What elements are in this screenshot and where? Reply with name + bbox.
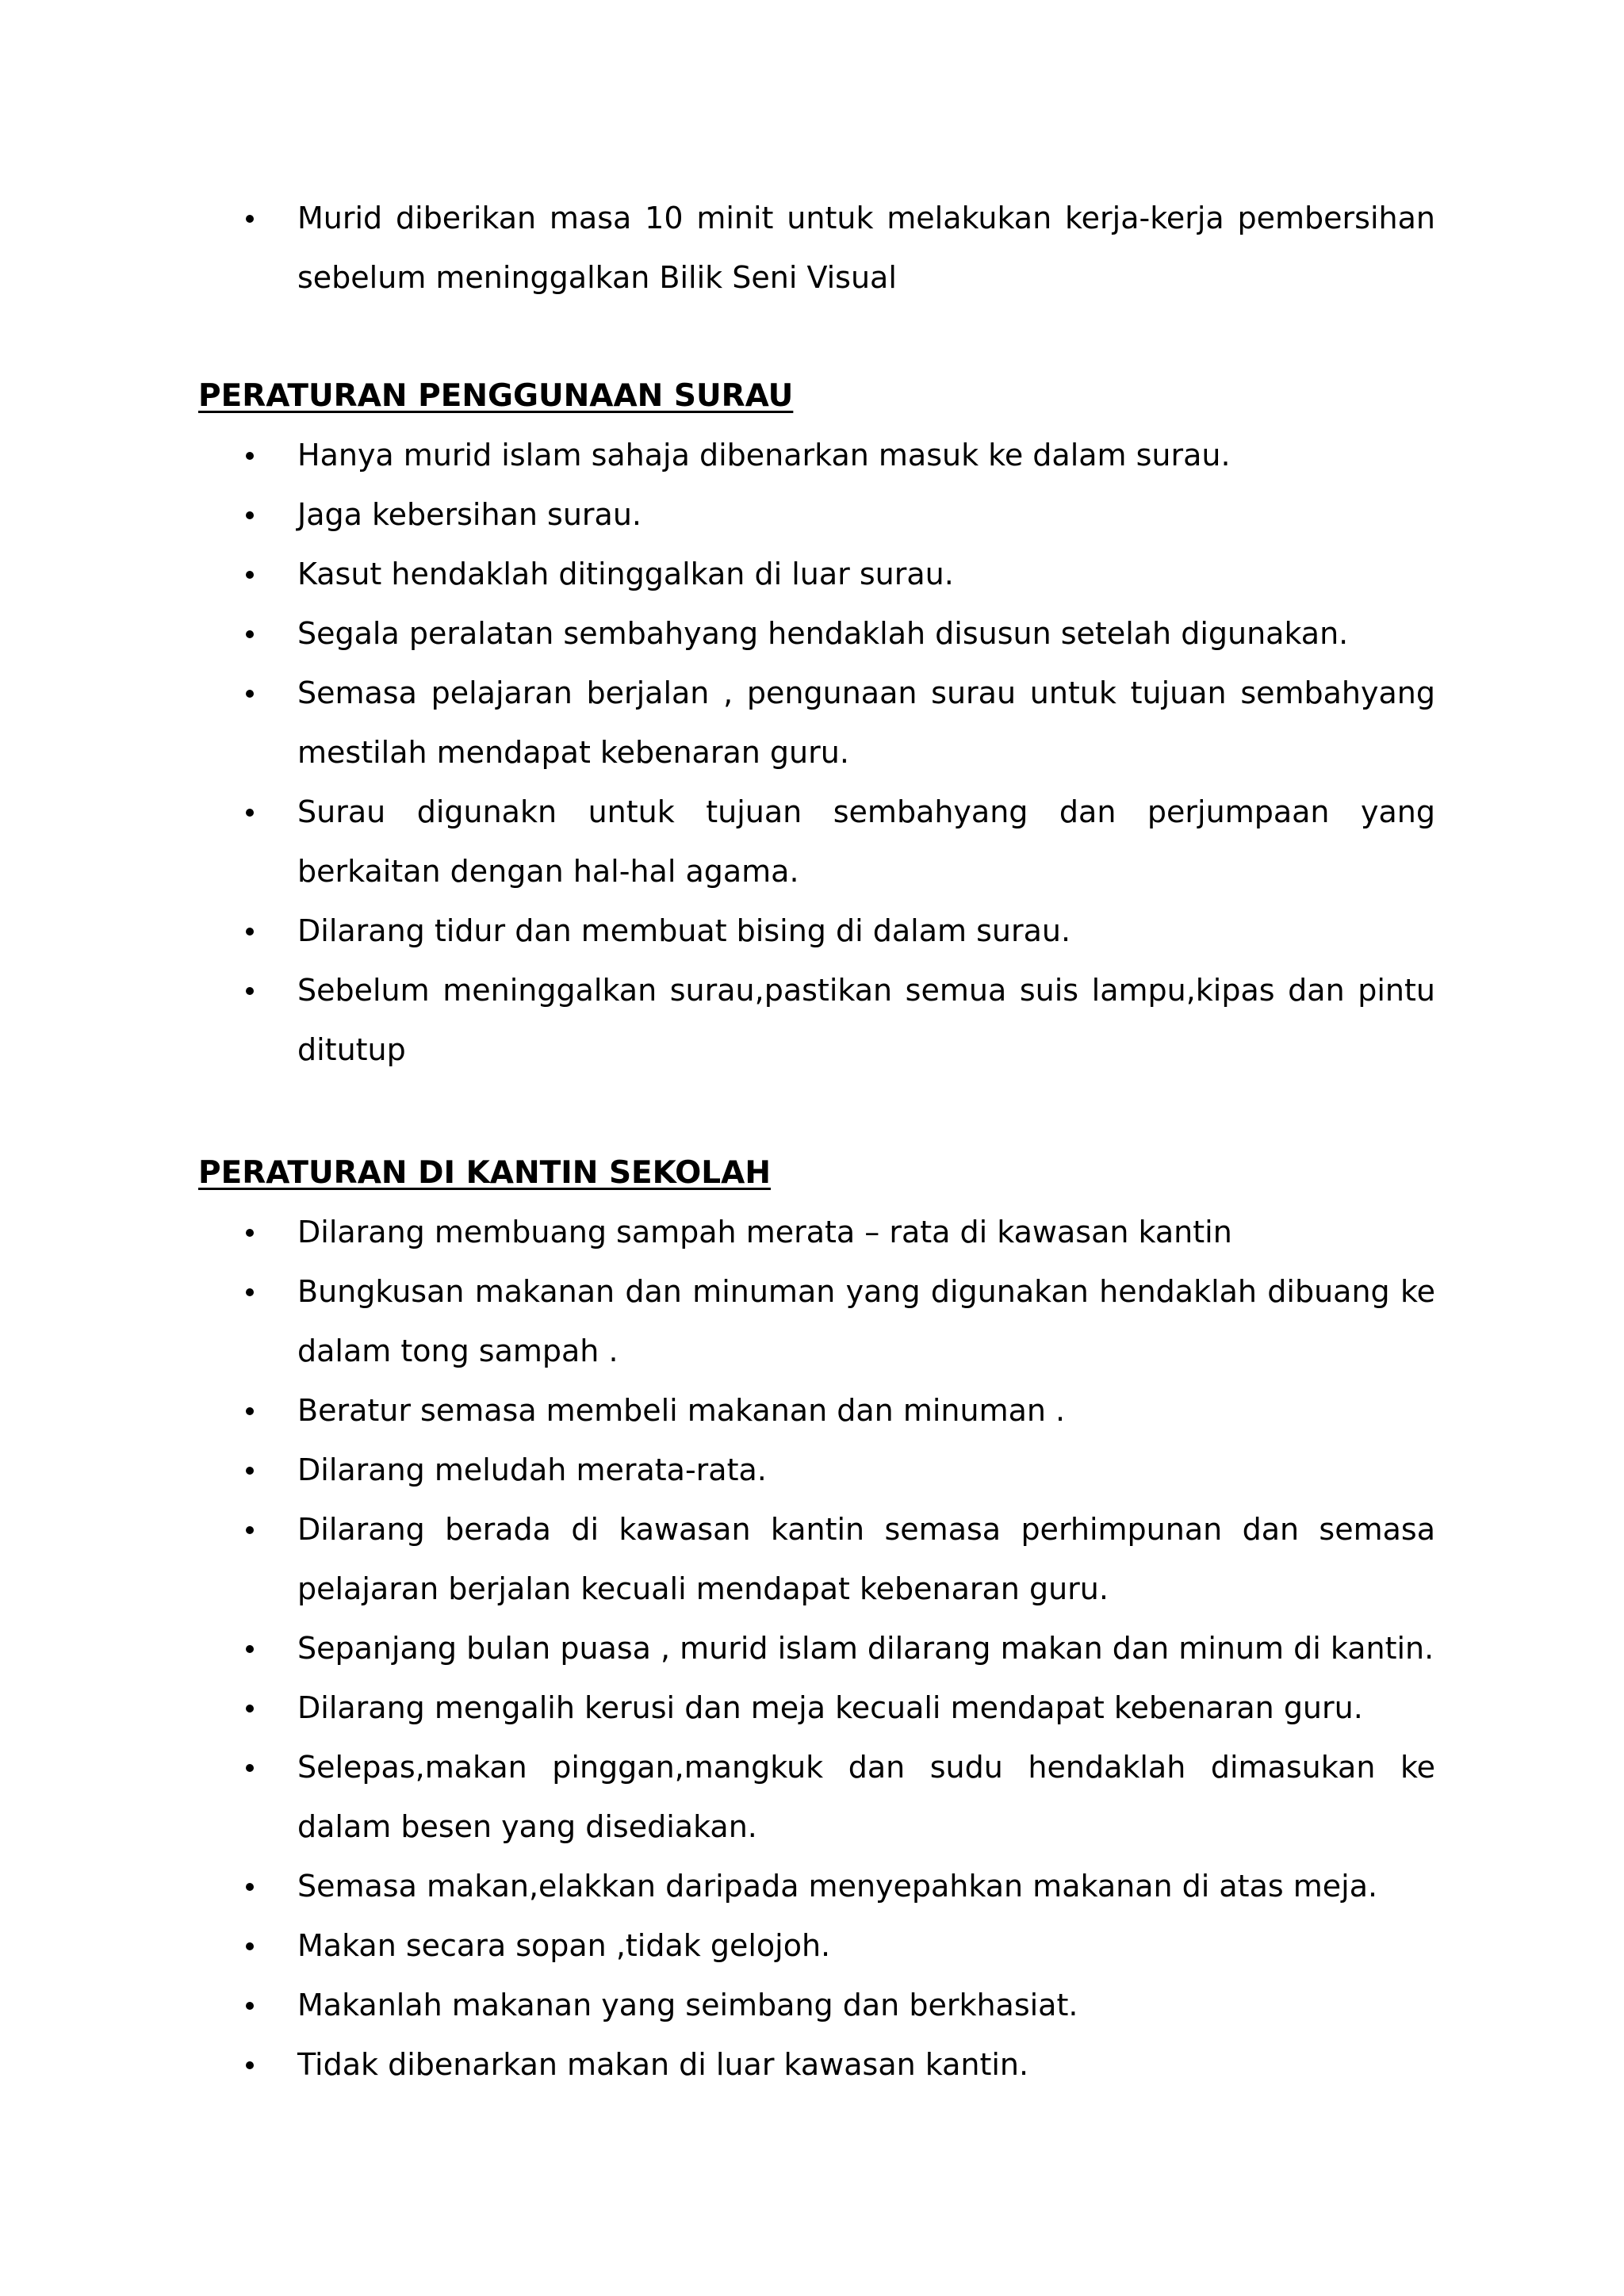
list-item-text: Selepas,makan pinggan,mangkuk dan sudu hendaklah dimasukan ke dalam besen yang disediakan. xyxy=(297,1750,1435,1844)
surau-section xyxy=(198,366,1435,1080)
list-item xyxy=(198,1262,1435,1381)
kantin-rules-list xyxy=(198,1203,1435,2095)
section-heading: PERATURAN DI KANTIN SEKOLAH xyxy=(198,1155,771,1191)
list-item xyxy=(198,1678,1435,1738)
list-item-text: Kasut hendaklah ditinggalkan di luar surau. xyxy=(297,557,954,591)
list-item xyxy=(198,783,1435,901)
bullet-icon xyxy=(246,511,254,519)
kantin-section xyxy=(198,1143,1435,2095)
list-item-text: Segala peralatan sembahyang hendaklah disusun setelah digunakan. xyxy=(297,616,1349,651)
list-item-text: Makanlah makanan yang seimbang dan berkhasiat. xyxy=(297,1988,1078,2022)
list-item-text: Dilarang mengalih kerusi dan meja kecuali mendapat kebenaran guru. xyxy=(297,1690,1363,1725)
bullet-icon xyxy=(246,1705,254,1712)
list-item xyxy=(198,189,1435,308)
list-item xyxy=(198,485,1435,545)
list-item xyxy=(198,901,1435,961)
bullet-icon xyxy=(246,690,254,698)
bullet-icon xyxy=(246,1407,254,1415)
bullet-icon xyxy=(246,809,254,817)
list-item-text: Sepanjang bulan puasa , murid islam dilarang makan dan minum di kantin. xyxy=(297,1631,1434,1666)
list-item-text: Hanya murid islam sahaja dibenarkan masuk ke dalam surau. xyxy=(297,438,1231,473)
list-item xyxy=(198,961,1435,1080)
bullet-icon xyxy=(246,1942,254,1950)
list-item xyxy=(198,1916,1435,1976)
list-item xyxy=(198,1857,1435,1916)
list-item xyxy=(198,1441,1435,1500)
list-item-text: Tidak dibenarkan makan di luar kawasan kantin. xyxy=(297,2047,1029,2082)
intro-list xyxy=(198,189,1435,308)
bullet-icon xyxy=(246,1645,254,1653)
bullet-icon xyxy=(246,2002,254,2010)
list-item xyxy=(198,1500,1435,1619)
list-item-text: Dilarang meludah merata-rata. xyxy=(297,1452,767,1487)
list-item xyxy=(198,664,1435,783)
bullet-icon xyxy=(246,630,254,638)
list-item xyxy=(198,1976,1435,2035)
bullet-icon xyxy=(246,1229,254,1237)
list-item-text: Dilarang membuang sampah merata – rata di kawasan kantin xyxy=(297,1215,1232,1249)
list-item xyxy=(198,1203,1435,1262)
bullet-icon xyxy=(246,2061,254,2069)
list-item-text: Surau digunakn untuk tujuan sembahyang dan perjumpaan yang berkaitan dengan hal-hal agama. xyxy=(297,794,1435,889)
list-item-text: Dilarang berada di kawasan kantin semasa perhimpunan dan semasa pelajaran berjalan kecuali mendapat kebenaran guru. xyxy=(297,1512,1435,1606)
bullet-icon xyxy=(246,571,254,579)
bullet-icon xyxy=(246,1764,254,1772)
bullet-icon xyxy=(246,987,254,995)
list-item-text: Jaga kebersihan surau. xyxy=(297,497,642,532)
list-item-text: Sebelum meninggalkan surau,pastikan semua suis lampu,kipas dan pintu ditutup xyxy=(297,973,1435,1067)
list-item xyxy=(198,604,1435,664)
intro-section xyxy=(198,189,1435,308)
bullet-icon xyxy=(246,1883,254,1891)
list-item-text: Semasa makan,elakkan daripada menyepahkan makanan di atas meja. xyxy=(297,1869,1378,1904)
bullet-icon xyxy=(246,928,254,936)
list-item-text: Beratur semasa membeli makanan dan minuman . xyxy=(297,1393,1066,1428)
bullet-icon xyxy=(246,215,254,223)
bullet-icon xyxy=(246,1526,254,1534)
list-item-text: Bungkusan makanan dan minuman yang digunakan hendaklah dibuang ke dalam tong sampah . xyxy=(297,1274,1435,1368)
surau-rules-list xyxy=(198,426,1435,1080)
list-item xyxy=(198,1619,1435,1678)
list-item-text: Semasa pelajaran berjalan , pengunaan surau untuk tujuan sembahyang mestilah mendapat kebenaran guru. xyxy=(297,675,1435,770)
list-item xyxy=(198,545,1435,604)
list-item-text: Murid diberikan masa 10 minit untuk melakukan kerja-kerja pembersihan sebelum meninggalkan Bilik Seni Visual xyxy=(297,201,1435,295)
list-item xyxy=(198,1738,1435,1857)
list-item xyxy=(198,1381,1435,1441)
bullet-icon xyxy=(246,1467,254,1475)
section-heading: PERATURAN PENGGUNAAN SURAU xyxy=(198,378,794,414)
list-item-text: Makan secara sopan ,tidak gelojoh. xyxy=(297,1928,831,1963)
list-item-text: Dilarang tidur dan membuat bising di dalam surau. xyxy=(297,913,1071,948)
list-item xyxy=(198,426,1435,485)
bullet-icon xyxy=(246,452,254,460)
list-item xyxy=(198,2035,1435,2095)
bullet-icon xyxy=(246,1288,254,1296)
